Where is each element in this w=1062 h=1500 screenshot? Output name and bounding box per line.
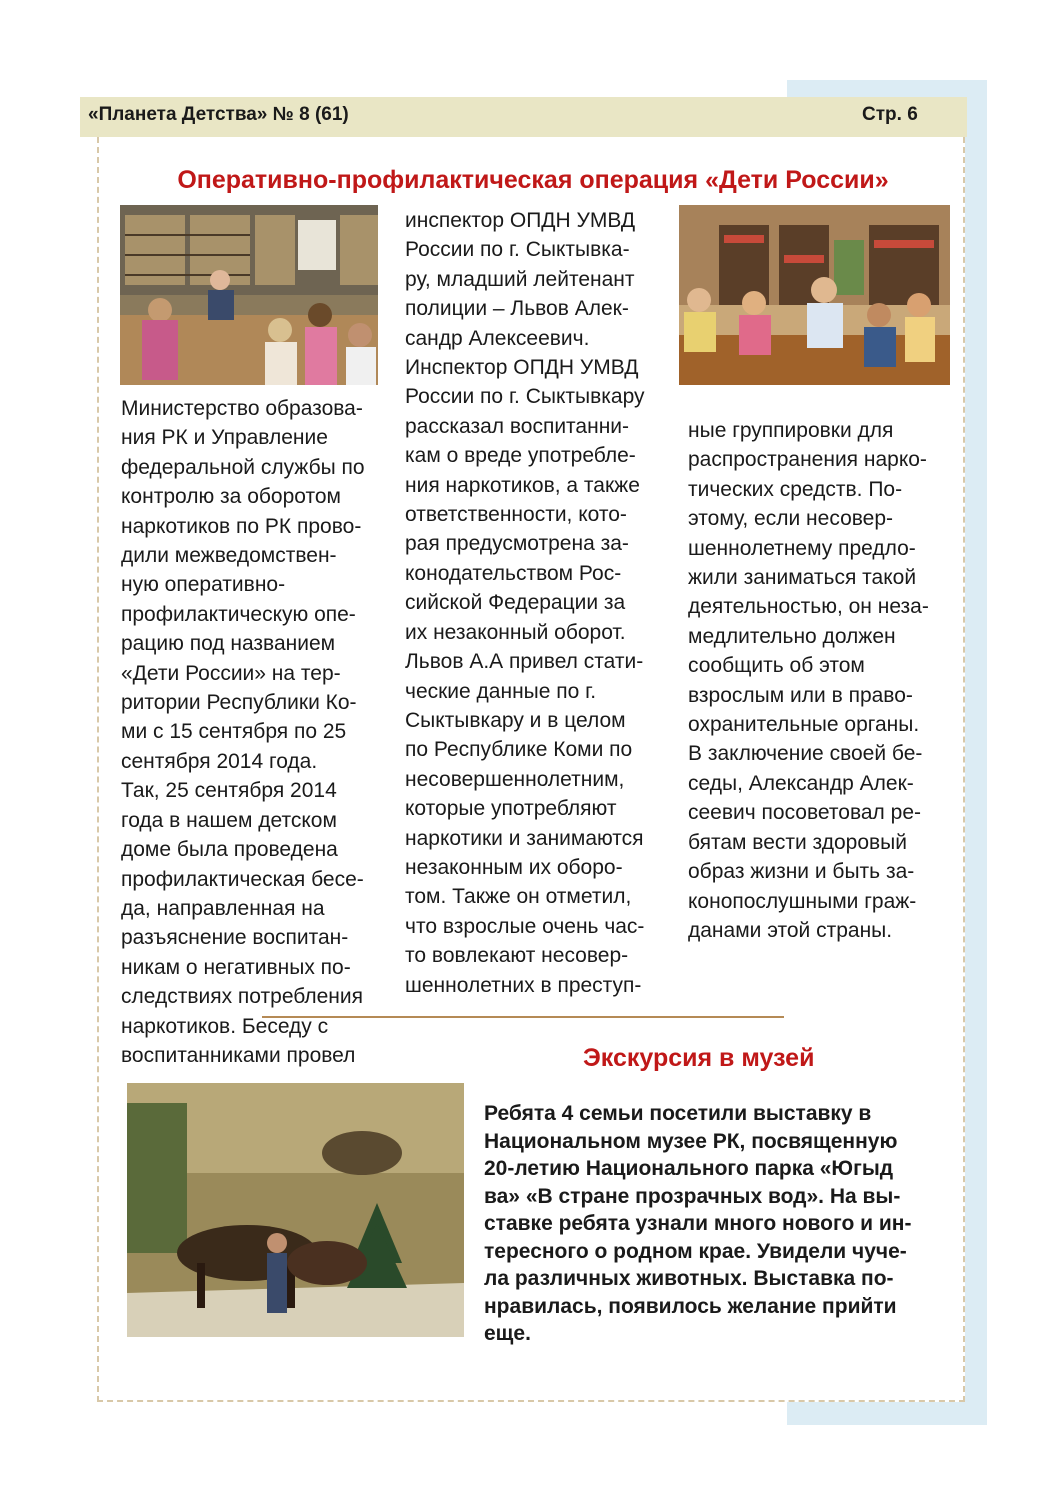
article-2-body: Ребята 4 семьи посетили выставку в Национальном музее РК, посвященную 20-летию Национального парка «Югыд ва» «В стране прозрачных вод». На вы- ставке ребята узнали много нового и ин- тересного о родном крае. Увидели чуче- ла различных животных. Выставка по- нравилась, появилось желание прийти еще. bbox=[484, 1102, 912, 1345]
library-photo-2 bbox=[679, 205, 950, 385]
column-1: Министерство образова- ния РК и Управление федеральной службы по контролю за оборотом наркотиков по РК прово- дили межведомствен- ную оперативно- профилактическую опе- рацию под названием «Дети России» на тер- ритории Республики Ко- ми с 15 сентября по 25 сентября 2014 года. Так, 25 сентября 2014 года в нашем детском доме была проведена профилактическая бесе- да, направленная на разъяснение воспитан- никам о негативных по- следствиях потребления наркотиков. Беседу с воспитанниками провел bbox=[121, 397, 365, 1067]
section-divider bbox=[262, 1016, 784, 1018]
column-2: инспектор ОПДН УМВД России по г. Сыктывка- ру, младший лейтенант полиции – Львов Алек- сандр Алексеевич. Инспектор ОПДН УМВД России по г. Сыктывкару рассказал воспитанни- кам о вреде употребле- ния наркотиков, а также ответственности, кото- рая предусмотрена за- конодательством Рос- сийской Федерации за их незаконный оборот. Львов А.А привел стати- ческие данные по г. Сыктывкару и в целом по Республике Коми по несовершеннолетним, которые употребляют наркотики и занимаются незаконным их оборо- том. Также он отметил, что взрослые очень час- то вовлекают несовер- шеннолетних в преступ- bbox=[405, 209, 645, 997]
article-title: Оперативно-профилактическая операция «Дети России» bbox=[177, 166, 889, 194]
issue-title: «Планета Детства» № 8 (61) bbox=[88, 104, 349, 125]
library-photo-1 bbox=[120, 205, 378, 385]
page-number: Стр. 6 bbox=[862, 104, 918, 125]
museum-photo bbox=[127, 1083, 464, 1337]
article-2-title: Экскурсия в музей bbox=[583, 1044, 815, 1072]
column-3: ные группировки для распространения нарко- тических средств. По- этому, если несовер- шеннолетнему предло- жили заниматься такой деятельностью, он неза- медлительно должен сообщить об этом взрослым или в право- охранительные органы. В заключение своей бе- седы, Александр Алек- сеевич посоветовал ре- бятам вести здоровый образ жизни и быть за- конопослушными граж- данами этой страны. bbox=[688, 419, 929, 942]
